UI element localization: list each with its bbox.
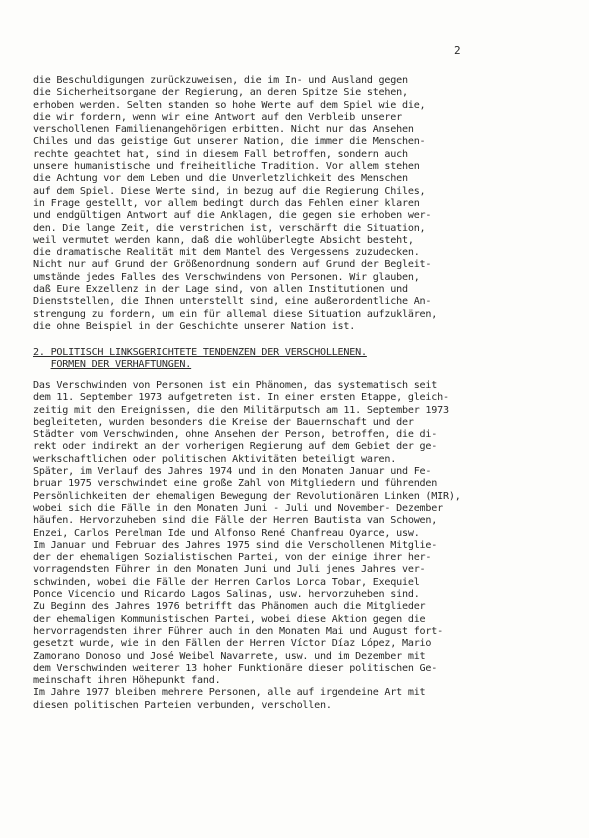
text-line: erhoben werden. Selten standen so hohe Werte auf dem Spiel wie die, [33, 99, 426, 111]
text-line: dem Verschwinden weiterer 13 hoher Funktionäre dieser politischen Ge- [33, 662, 438, 674]
text-line: werkschaftlichen oder politischen Aktivitäten beteiligt waren. [33, 453, 397, 465]
text-line: bruar 1975 verschwindet eine große Zahl von Mitgliedern und führenden [33, 478, 438, 490]
text-line: häufen. Hervorzuheben sind die Fälle der Herren Bautista van Schowen, [33, 515, 438, 527]
text-line: Zu Beginn des Jahres 1976 betrifft das Phänomen auch die Mitglieder [33, 601, 426, 613]
text-line: die wir fordern, wenn wir eine Antwort auf den Verbleib unserer [33, 111, 402, 123]
text-line: vorragendsten Führer in den Monaten Juni und Juli jenes Jahres ver- [33, 564, 426, 576]
text-line: die Sicherheitsorgane der Regierung, an deren Spitze Sie stehen, [33, 87, 408, 99]
text-line: die ohne Beispiel in der Geschichte unserer Nation ist. [33, 320, 356, 332]
text-line: Zamorano Donoso und José Weibel Navarrete, usw. und im Dezember mit [33, 650, 426, 662]
text-line: Nicht nur auf Grund der Größenordnung sondern auf Grund der Begleit- [33, 259, 432, 271]
heading-line [33, 359, 553, 371]
text-line: gesetzt wurde, wie in den Fällen der Herren Víctor Díaz López, Mario [33, 638, 432, 650]
text-line: weil vermutet werden kann, daß die wohlüberlegte Absicht besteht, [33, 234, 414, 246]
text-line: die Beschuldigungen zurückzuweisen, die im In- und Ausland gegen [33, 75, 408, 86]
paragraph-2 [33, 380, 553, 712]
text-line: der ehemaligen Kommunistischen Partei, wobei diese Aktion gegen die [33, 613, 426, 625]
text-line: daß Eure Exzellenz in der Lage sind, von allen Institutionen und [33, 284, 408, 296]
text-line: Ponce Vicencio und Ricardo Lagos Salinas, usw. hervorzuheben sind. [33, 589, 420, 601]
text-line: zeitig mit den Ereignissen, die den Militärputsch am 11. September 1973 [33, 404, 449, 416]
text-line: in Frage gestellt, vor allem bedingt durch das Fehlen einer klaren [33, 197, 420, 209]
text-line: rekt oder indirekt an der vorherigen Regierung auf dem Gebiet der ge- [33, 441, 438, 453]
text-line: Persönlichkeiten der ehemaligen Bewegung der Revolutionären Linken (MIR), [33, 490, 461, 502]
text-line: wobei sich die Fälle in den Monaten Juni - Juli und November- Dezember [33, 502, 443, 514]
text-line: verschollenen Familienangehörigen erbitten. Nicht nur das Ansehen [33, 124, 414, 136]
heading-indent [33, 359, 51, 370]
text-line: Städter vom Verschwinden, ohne Ansehen der Person, betroffen, die di- [33, 429, 438, 441]
page-number: 2 [454, 44, 461, 57]
text-line: strengung zu fordern, um ein für allemal diese Situation aufzuklären, [33, 308, 438, 320]
text-line: begleiteten, wurden besonders die Kreise der Bauernschaft und der [33, 416, 414, 428]
text-line: Dienststellen, die Ihnen unterstellt sind, eine außerordentliche An- [33, 296, 432, 308]
text-line: dem 11. September 1973 aufgetreten ist. In einer ersten Etappe, gleich- [33, 392, 449, 404]
text-line: der der ehemaligen Sozialistischen Partei, von der einige ihrer her- [33, 552, 432, 564]
text-line: diesen politischen Parteien verbunden, verschollen. [33, 699, 332, 711]
text-line: und endgültigen Antwort auf die Anklagen, die gegen sie erhoben wer- [33, 210, 432, 222]
heading-line: 2. POLITISCH LINKSGERICHTETE TENDENZEN DER VERSCHOLLENEN. [33, 347, 367, 358]
text-line: Das Verschwinden von Personen ist ein Phänomen, das systematisch seit [33, 380, 438, 391]
heading-subtitle: FORMEN DER VERHAFTUNGEN. [50, 359, 192, 371]
text-line: die dramatische Realität mit dem Mantel des Vergessens zuzudecken. [33, 247, 420, 259]
text-line: die Achtung vor dem Leben und die Unverletzlichkeit des Menschen [33, 173, 408, 185]
text-line: Im Jahre 1977 bleiben mehrere Personen, alle auf irgendeine Art mit [33, 687, 426, 699]
text-line: den. Die lange Zeit, die verstrichen ist, verschärft die Situation, [33, 222, 426, 234]
paragraph-1 [33, 75, 553, 333]
text-line: unsere humanistische und freiheitliche Tradition. Vor allem stehen [33, 161, 420, 173]
text-line: Im Januar und Februar des Jahres 1975 sind die Verschollenen Mitglie- [33, 539, 438, 551]
text-line: Später, im Verlauf des Jahres 1974 und in den Monaten Januar und Fe- [33, 466, 432, 478]
text-line: meinschaft ihren Höhepunkt fand. [33, 675, 221, 687]
text-line: schwinden, wobei die Fälle der Herren Carlos Lorca Tobar, Exequiel [33, 576, 420, 588]
text-line: Chiles und das geistige Gut unserer Nation, die immer die Menschen- [33, 136, 426, 148]
text-line: hervorragendsten ihrer Führer auch in den Monaten Mai und August fort- [33, 625, 443, 637]
text-line: umstände jedes Falles des Verschwindens von Personen. Wir glauben, [33, 271, 420, 283]
text-line: auf dem Spiel. Diese Werte sind, in bezug auf die Regierung Chiles, [33, 185, 426, 197]
text-line: Enzei, Carlos Perelman Ide und Alfonso René Chanfreau Oyarce, usw. [33, 527, 420, 539]
section-heading [33, 347, 553, 372]
text-line: rechte geachtet hat, sind in diesem Fall betroffen, sondern auch [33, 148, 408, 160]
